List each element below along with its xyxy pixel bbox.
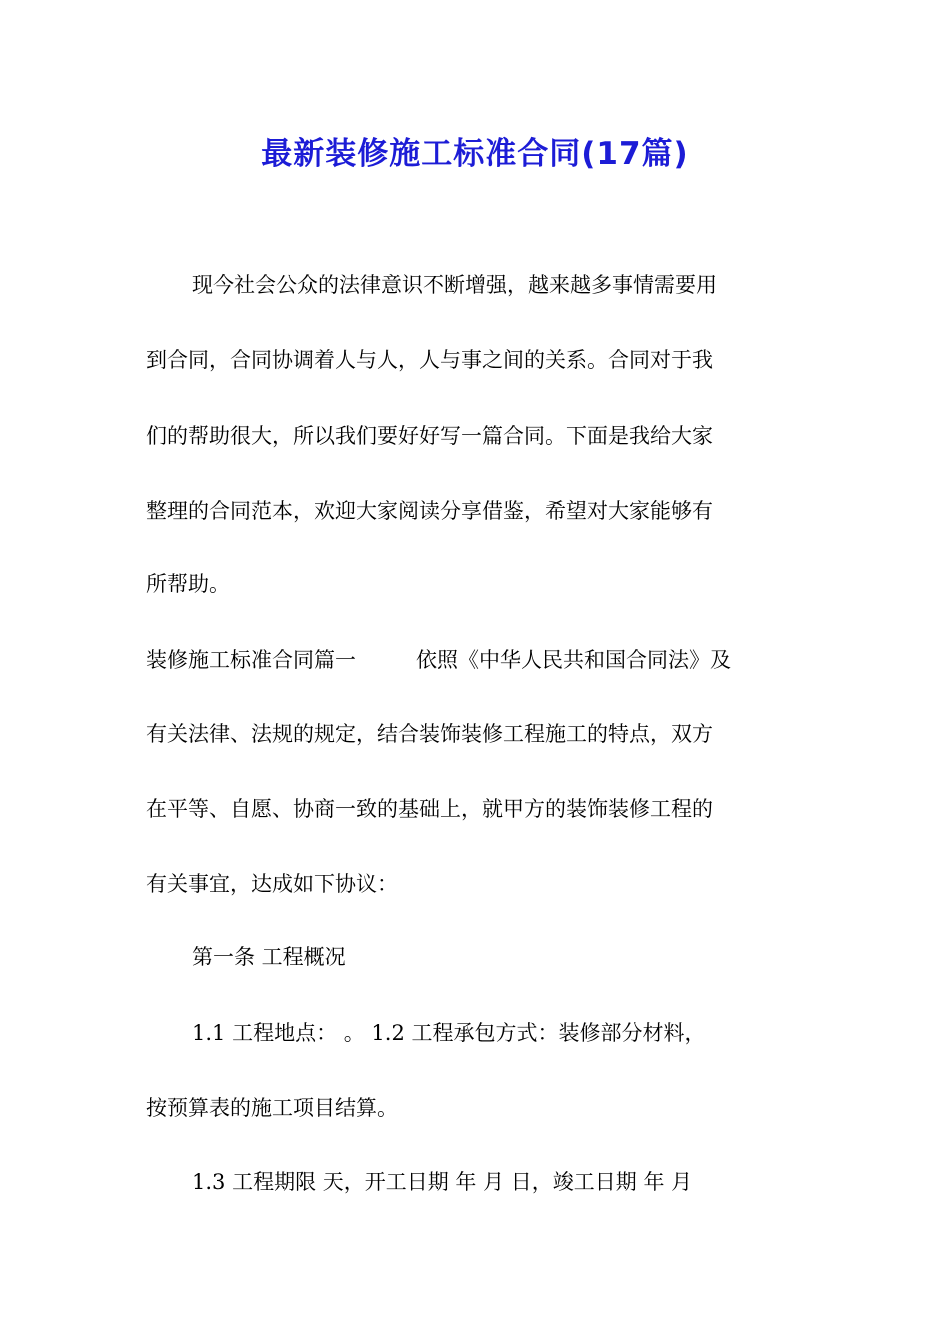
- section-line-4: 有关事宜，达成如下协议：: [146, 872, 398, 896]
- intro-line-2: 到合同，合同协调着人与人，人与事之间的关系。合同对于我: [146, 348, 713, 372]
- section-heading: 装修施工标准合同篇一: [146, 648, 356, 672]
- article-1-heading: 第一条 工程概况: [192, 945, 346, 969]
- intro-line-1-text: 现今社会公众的法律意识不断增强，越来越多事情需要用: [192, 273, 717, 297]
- section-first-line: [146, 645, 802, 675]
- intro-line-3: 们的帮助很大，所以我们要好好写一篇合同。下面是我给大家: [146, 424, 713, 448]
- clause-1-2-continued: 按预算表的施工项目结算。: [146, 1096, 398, 1120]
- intro-line-5: 所帮助。: [146, 572, 230, 596]
- section-line-2: 有关法律、法规的规定，结合装饰装修工程施工的特点，双方: [146, 722, 713, 746]
- document-title: 最新装修施工标准合同(17篇): [261, 136, 689, 172]
- intro-line-1: [192, 270, 802, 300]
- clause-1-3: 1.3 工程期限 天，开工日期 年 月 日，竣工日期 年 月: [192, 1170, 693, 1194]
- clause-1-1-1-2: 1.1 工程地点： 。 1.2 工程承包方式：装修部分材料，: [192, 1021, 706, 1045]
- intro-line-4: 整理的合同范本，欢迎大家阅读分享借鉴，希望对大家能够有: [146, 499, 713, 523]
- section-line-1: 依照《中华人民共和国合同法》及: [416, 648, 731, 672]
- section-line-3: 在平等、自愿、协商一致的基础上，就甲方的装饰装修工程的: [146, 797, 713, 821]
